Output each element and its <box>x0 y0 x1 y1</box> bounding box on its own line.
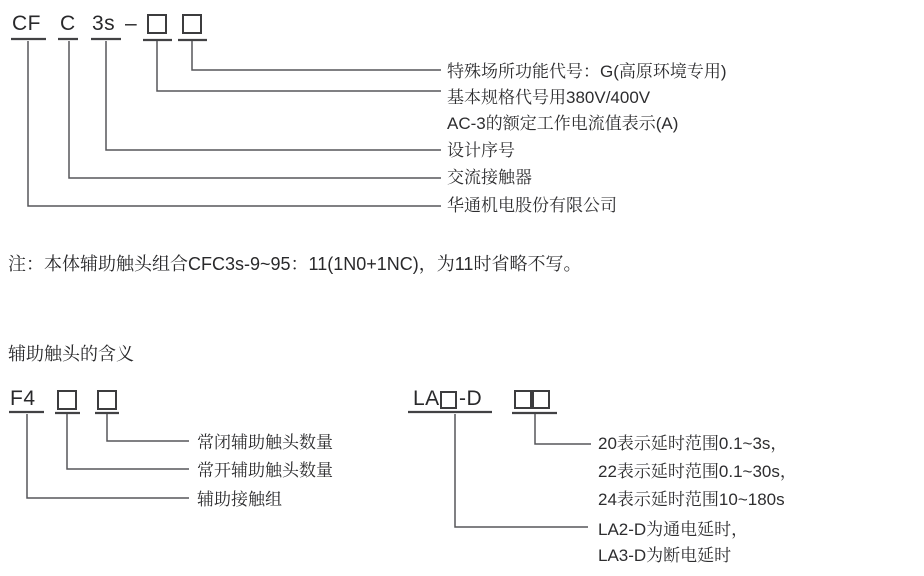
code-placeholder-box <box>57 390 77 410</box>
code-placeholder-box <box>97 390 117 410</box>
model-code-segment-3s: 3s <box>92 12 116 35</box>
label-delay-range-24: 24表示延时范围10~180s <box>598 490 785 509</box>
label-ac-contactor: 交流接触器 <box>447 168 532 187</box>
label-la3-off-delay: LA3-D为断电延时 <box>598 546 732 565</box>
label-special-function-code: 特殊场所功能代号：G(高原环境专用) <box>447 62 727 81</box>
la-code-prefix: LA <box>413 387 440 410</box>
label-aux-contact-group: 辅助接触组 <box>197 490 282 509</box>
label-la2-on-delay: LA2-D为通电延时， <box>598 520 749 539</box>
code-placeholder-box <box>182 14 202 34</box>
model-code-underlines <box>11 39 207 40</box>
label-company-name: 华通机电股份有限公司 <box>447 196 617 215</box>
label-ac3-rated-current: AC-3的额定工作电流值表示(A) <box>447 114 679 133</box>
model-code-connectors <box>28 41 441 206</box>
label-delay-range-20: 20表示延时范围0.1~3s， <box>598 434 788 453</box>
la-connectors <box>455 414 591 527</box>
f4-code: F4 <box>10 387 36 410</box>
model-code-segment-cf: CF <box>12 12 41 35</box>
note-text: 注：本体辅助触头组合CFC3s-9~95：11(1N0+1NC)，为11时省略不写。 <box>8 254 582 274</box>
code-placeholder-box <box>514 390 532 409</box>
model-code-segment-c: C <box>60 12 76 35</box>
code-placeholder-box <box>147 14 167 34</box>
label-design-serial: 设计序号 <box>447 141 515 160</box>
model-code-dash: – <box>125 12 138 35</box>
la-code-mid: -D <box>459 387 483 410</box>
f4-connectors <box>27 414 189 498</box>
la-underlines <box>408 412 557 413</box>
label-delay-range-22: 22表示延时范围0.1~30s， <box>598 462 797 481</box>
label-nc-aux-contacts: 常闭辅助触头数量 <box>197 433 333 452</box>
code-placeholder-box <box>532 390 550 409</box>
aux-section-title: 辅助触头的含义 <box>8 344 134 364</box>
label-basic-spec-code: 基本规格代号用380V/400V <box>447 88 651 107</box>
code-placeholder-box <box>440 391 457 409</box>
label-no-aux-contacts: 常开辅助触头数量 <box>197 461 333 480</box>
f4-underlines <box>9 412 119 413</box>
